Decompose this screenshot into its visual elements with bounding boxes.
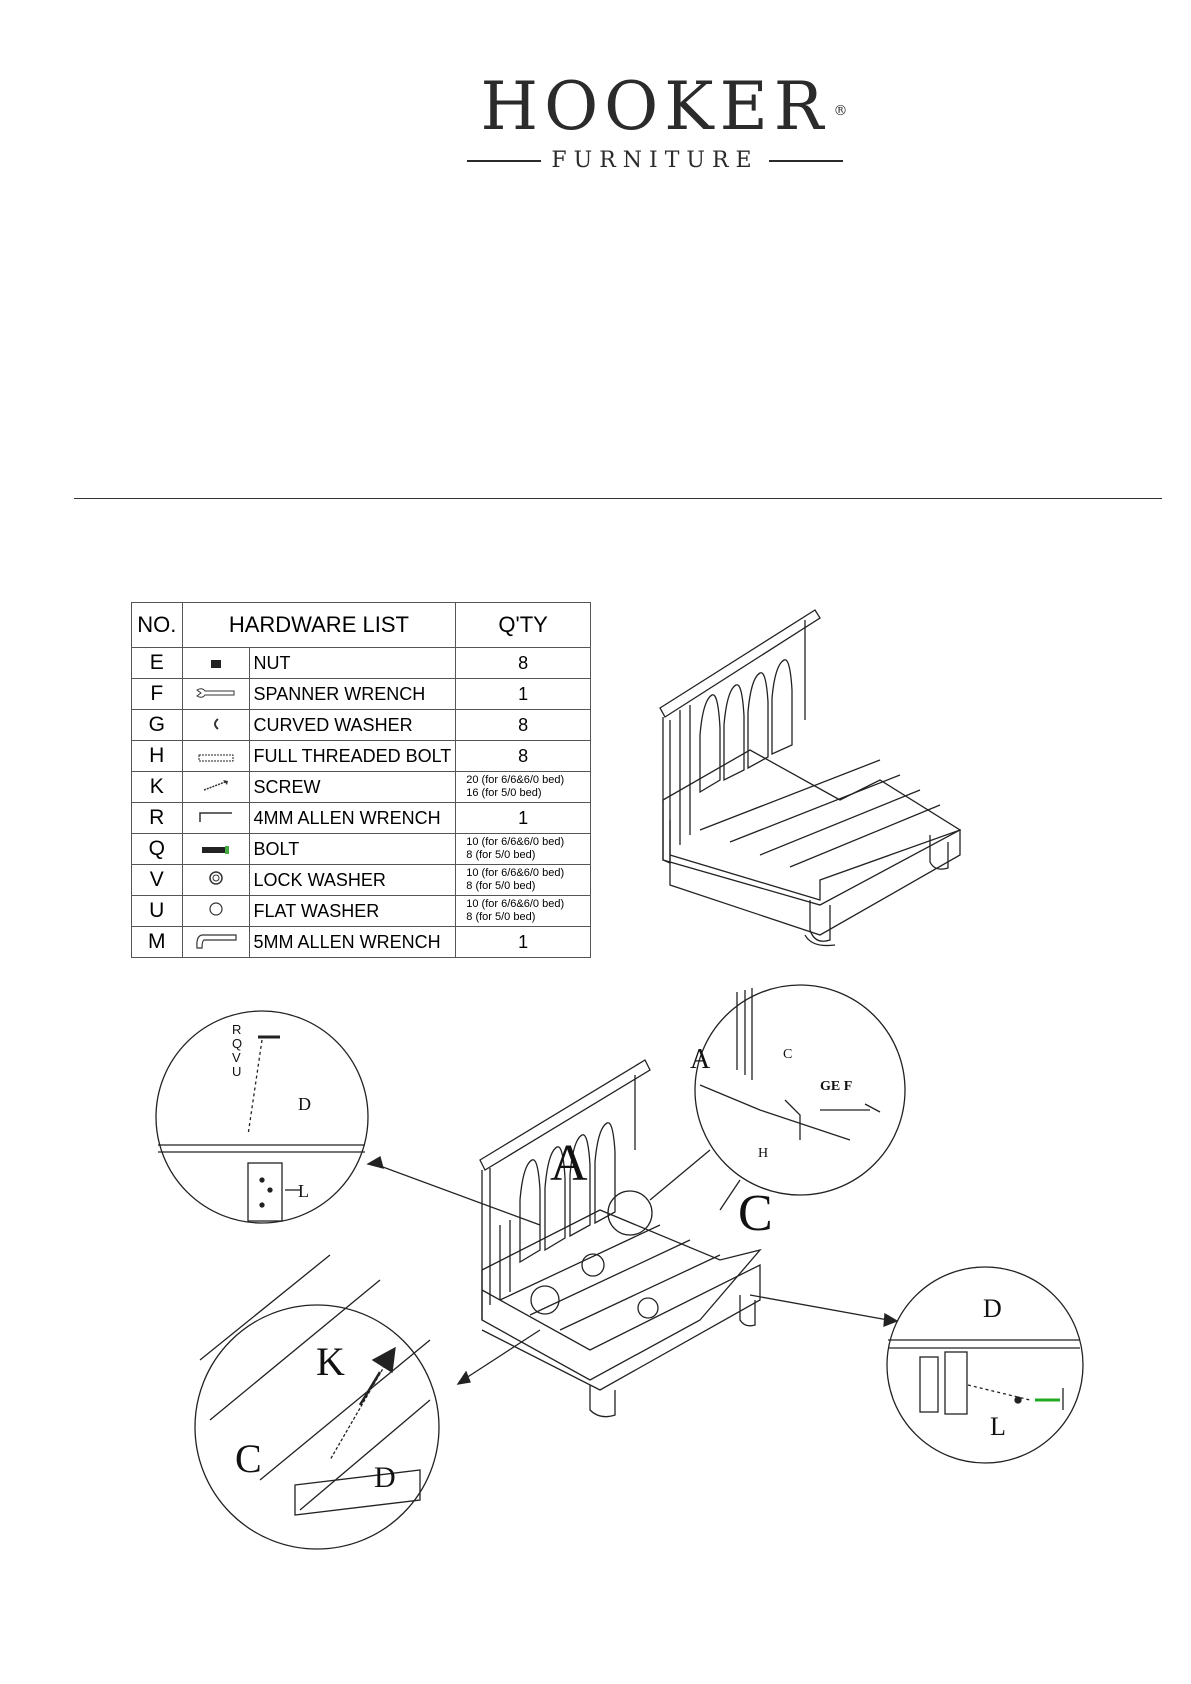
table-row: U FLAT WASHER 10 (for 6/6&6/0 bed) 8 (for 5/0 bed) xyxy=(132,896,591,927)
table-row: M 5MM ALLEN WRENCH 1 xyxy=(132,927,591,958)
registered-mark: ® xyxy=(833,103,848,119)
label-R: R xyxy=(232,1022,242,1037)
label-V: V xyxy=(232,1050,241,1065)
table-row: Q BOLT 10 (for 6/6&6/0 bed) 8 (for 5/0 bed) xyxy=(132,834,591,865)
table-row: H FULL THREADED BOLT 8 xyxy=(132,741,591,772)
table-row: K SCREW 20 (for 6/6&6/0 bed) 16 (for 5/0 bed) xyxy=(132,772,591,803)
table-row: G CURVED WASHER 8 xyxy=(132,710,591,741)
detail-circle-top-right xyxy=(695,985,905,1195)
label-D-top: D xyxy=(298,1094,311,1114)
label-C: C xyxy=(738,1185,773,1242)
table-row: E NUT 8 xyxy=(132,648,591,679)
label-L-right: L xyxy=(990,1412,1006,1441)
header-no: NO. xyxy=(132,603,183,648)
label-C-detail: C xyxy=(783,1047,793,1062)
label-C-bottom: C xyxy=(235,1436,262,1481)
bed-overview-illustration xyxy=(660,610,960,946)
table-row: F SPANNER WRENCH 1 xyxy=(132,679,591,710)
table-row: R 4MM ALLEN WRENCH 1 xyxy=(132,803,591,834)
label-GEF: GE F xyxy=(820,1079,853,1094)
label-Q: Q xyxy=(232,1036,243,1051)
detail-circle-top-left xyxy=(156,1011,368,1223)
table-row: V LOCK WASHER 10 (for 6/6&6/0 bed) 8 (for 5/0 bed) xyxy=(132,865,591,896)
brand-name: HOOKER ® xyxy=(480,68,848,145)
label-D-bottom: D xyxy=(374,1461,396,1494)
header-hardware-list: HARDWARE LIST xyxy=(182,603,456,648)
label-K: K xyxy=(316,1339,345,1384)
label-A: A xyxy=(550,1135,588,1192)
label-U: U xyxy=(232,1064,242,1079)
label-H: H xyxy=(758,1146,769,1161)
bed-main-illustration xyxy=(480,1060,760,1417)
header-qty: Q'TY xyxy=(456,603,591,648)
brand-tagline: FURNITURE xyxy=(551,148,759,173)
label-L-top: L xyxy=(298,1181,309,1201)
label-A-detail: A xyxy=(690,1044,711,1075)
label-D-right: D xyxy=(983,1294,1002,1323)
detail-circle-bottom-left xyxy=(195,1255,439,1549)
